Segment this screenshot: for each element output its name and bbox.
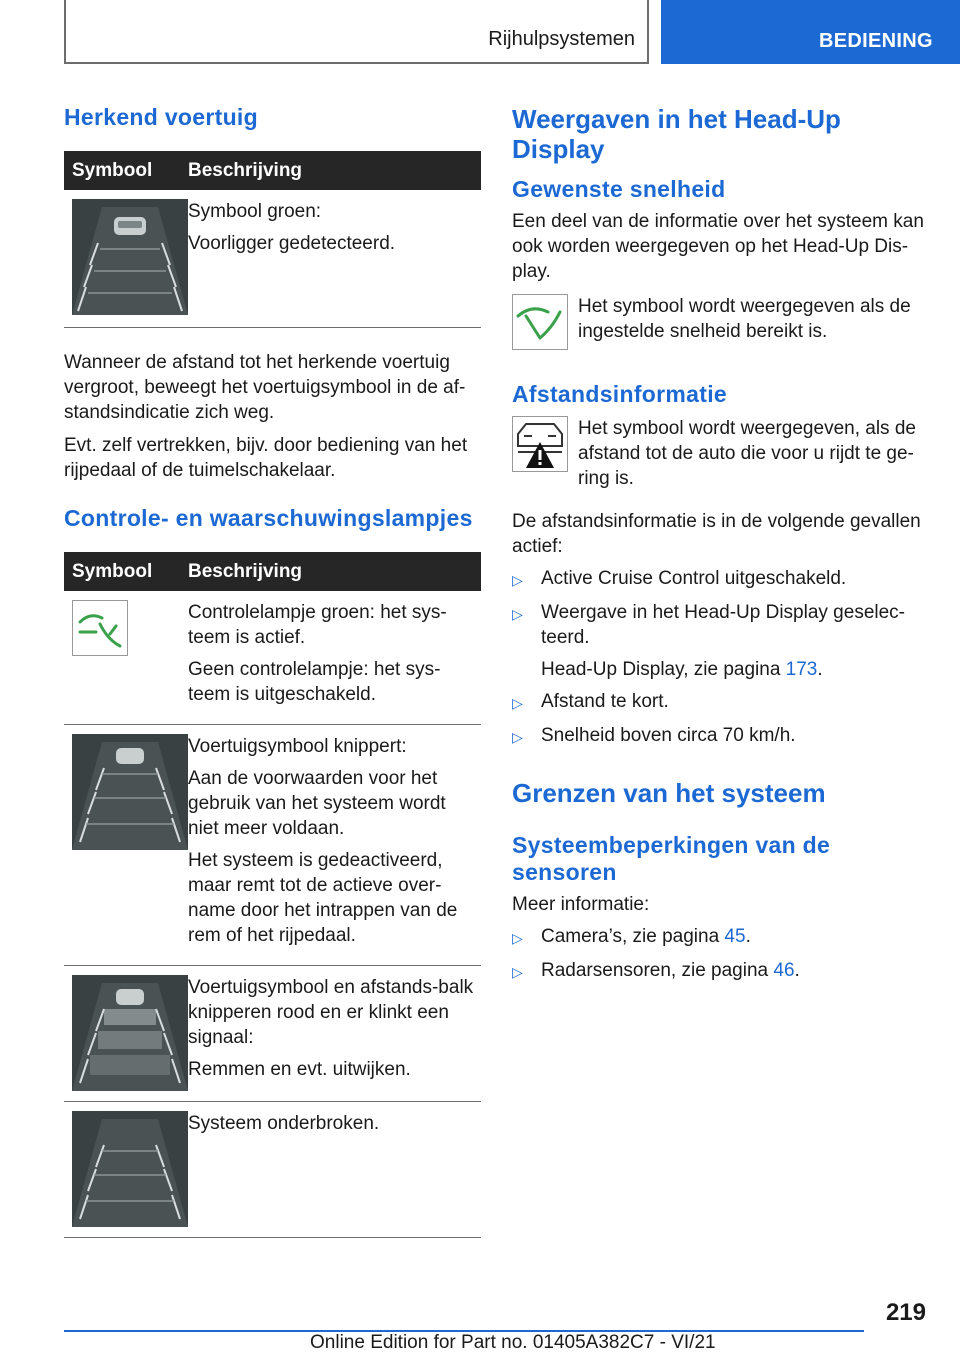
paragraph: Een deel van de informatie over het systeem kan ook worden weergegeven op het Head-Up Dis-play. <box>512 211 924 282</box>
paragraph: Wanneer de afstand tot het herkende voertuig vergroot, beweegt het voertuigsymbool in de af-standsindicatie zich weg. <box>64 352 466 423</box>
table-header <box>64 151 481 190</box>
bullet-marker-icon: ▷ <box>512 964 523 980</box>
list-item: ▷ Weergave in het Head-Up Display geselec-teerd. <box>512 602 905 648</box>
row-line: Voertuigsymbool knippert: <box>188 736 407 757</box>
cross-reference: Head-Up Display, zie pagina 173. <box>541 659 823 680</box>
heading-warning-lamps: Controle- en waarschuwingslampjes <box>64 505 473 531</box>
page-link[interactable]: 46 <box>773 960 795 981</box>
row-line: Geen controlelampje: het sys-teem is uitgeschakeld. <box>188 659 441 705</box>
table-row <box>64 1102 481 1238</box>
col-symbol: Symbool <box>72 159 153 181</box>
section-title: BEDIENING <box>819 30 933 52</box>
heading-desired-speed: Gewenste snelheid <box>512 176 726 202</box>
distance-bar-warning-icon <box>64 975 188 1091</box>
row-line: Voorligger gedetecteerd. <box>188 233 396 254</box>
heading-sensor-limits: Systeembeperkingen van de sensoren <box>512 832 831 885</box>
row-line: Controlelampje groen: het sys-teem is actief. <box>188 602 447 648</box>
row-line: Voertuigsymbool en afstands-balk knipperen rood en er klinkt een signaal: <box>188 977 474 1048</box>
warning-lamps-table <box>64 552 481 1238</box>
page-link[interactable]: 45 <box>724 926 746 947</box>
recognized-vehicle-table <box>64 151 481 328</box>
table-row <box>64 966 481 1102</box>
header-chapter-box <box>64 0 649 64</box>
system-interrupted-icon <box>64 1111 188 1227</box>
bullet-marker-icon: ▷ <box>512 729 523 745</box>
list-item: ▷ Radarsensoren, zie pagina 46. <box>512 958 932 985</box>
desired-speed-icon <box>512 294 578 355</box>
heading-recognized-vehicle: Herkend voertuig <box>64 104 258 130</box>
bullet-marker-icon: ▷ <box>512 930 523 946</box>
col-symbol: Symbool <box>72 560 153 582</box>
heading-system-limits: Grenzen van het systeem <box>512 778 826 808</box>
row-line: Systeem onderbroken. <box>188 1113 380 1134</box>
distance-warning-icon <box>512 416 578 491</box>
list-item: ▷ Camera’s, zie pagina 45. <box>512 924 932 951</box>
right-column <box>512 96 932 985</box>
heading-hud-displays: Weergaven in het Head-Up Display <box>512 104 841 164</box>
row-line: Symbool groen: <box>188 201 322 222</box>
list-item: ▷ Snelheid boven circa 70 km/h. <box>512 723 932 750</box>
speed-icon-row <box>512 294 932 355</box>
chapter-title: Rijhulpsystemen <box>488 28 635 50</box>
left-column <box>64 96 481 1238</box>
table-row <box>64 591 481 725</box>
list-item: ▷ Afstand te kort. <box>512 689 932 716</box>
vehicle-detected-icon <box>64 199 188 315</box>
bullet-marker-icon: ▷ <box>512 572 523 588</box>
row-line: Het systeem is gedeactiveerd, maar remt tot de actieve over-name door het intrappen van de rem of het rijpedaal. <box>188 850 458 946</box>
table-row <box>64 725 481 966</box>
page-number: 219 <box>885 1299 926 1326</box>
distance-icon-text: Het symbool wordt weergegeven, als de afstand tot de auto die voor u rijdt te ge-ring is. <box>578 418 916 489</box>
header-section-tab <box>661 0 960 64</box>
table-header <box>64 552 481 591</box>
bullet-marker-icon: ▷ <box>512 606 523 622</box>
col-description: Beschrijving <box>188 560 303 582</box>
list-item: ▷ Active Cruise Control uitgeschakeld. <box>512 566 932 593</box>
heading-distance-info: Afstandsinformatie <box>512 381 727 407</box>
col-description: Beschrijving <box>188 159 303 181</box>
bullet-marker-icon: ▷ <box>512 695 523 711</box>
row-line: Remmen en evt. uitwijken. <box>188 1059 411 1080</box>
vehicle-blinking-icon <box>64 734 188 955</box>
edition-footer: Online Edition for Part no. 01405A382C7 - VI/21 <box>310 1332 716 1353</box>
speed-icon-text: Het symbool wordt weergegeven als de ingestelde snelheid bereikt is. <box>578 296 911 342</box>
row-line: Aan de voorwaarden voor het gebruik van het systeem wordt niet meer voldaan. <box>188 768 446 839</box>
paragraph: Evt. zelf vertrekken, bijv. door bediening van het rijpedaal of de tuimelschakelaar. <box>64 435 468 481</box>
distance-icon-row <box>512 416 932 491</box>
paragraph: Meer informatie: <box>512 894 650 915</box>
page-link[interactable]: 173 <box>785 659 818 680</box>
paragraph: De afstandsinformatie is in de volgende gevallen actief: <box>512 511 921 557</box>
table-row <box>64 190 481 328</box>
cruise-control-lamp-icon <box>64 600 188 714</box>
